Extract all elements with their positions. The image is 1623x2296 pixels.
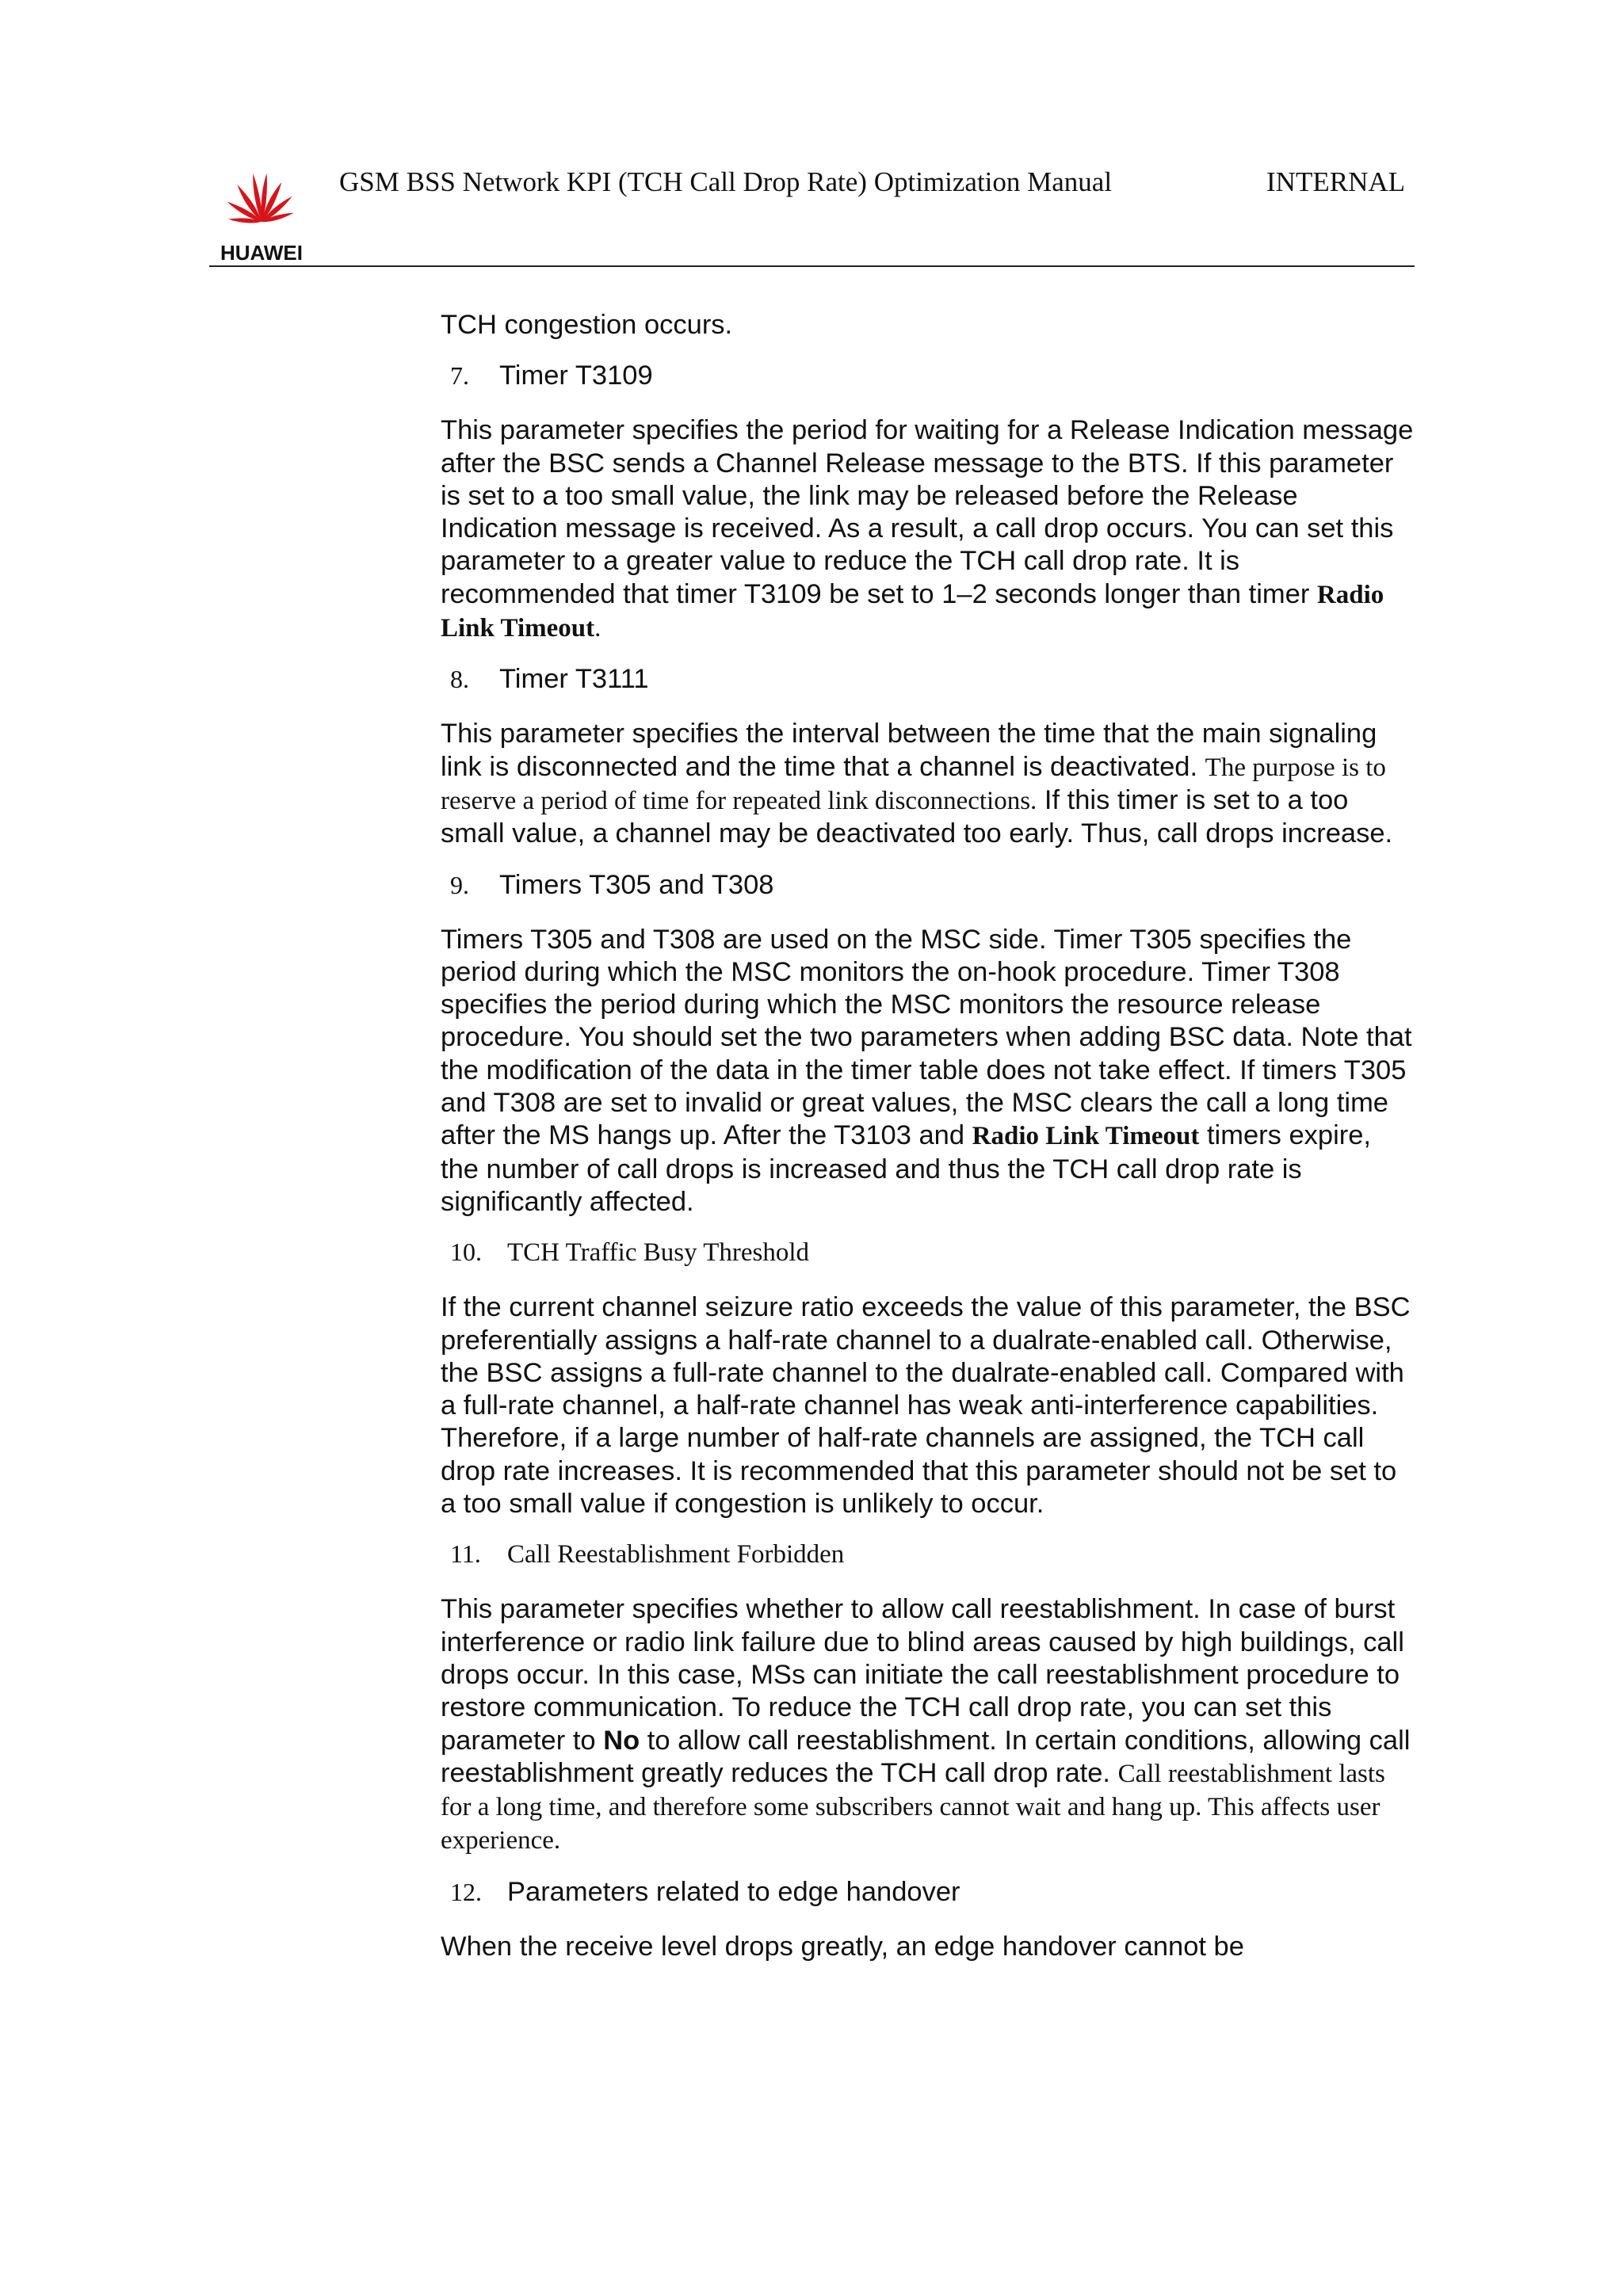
document-body [441,309,1415,1982]
document-title: GSM BSS Network KPI (TCH Call Drop Rate) Optimization Manual [339,166,1113,197]
list-heading: TCH Traffic Busy Threshold [507,1238,810,1268]
list-item-11 [441,1539,1415,1573]
list-number: 8. [450,665,469,694]
list-item-7 [441,360,1415,394]
list-item-12 [441,1877,1415,1910]
huawei-logo [212,162,311,265]
list-item-10 [441,1238,1415,1271]
list-number: 9. [450,870,469,899]
paragraph-t3111 [441,718,1415,850]
list-number: 12. [450,1877,482,1906]
text-run: This parameter specifies the period for waiting for a Release Indication message after the BSC sends a Channel Release message to the BTS. If this parameter is set to a too small value, the link may be released before the Release Indication message is received. As a result, a call drop occurs. You can set this parameter to a greater value to reduce the TCH call drop rate. It is recommended that timer T3109 be set to 1–2 seconds longer than timer [441,415,1414,609]
header-divider [209,265,1415,267]
text-run: This parameter specifies the interval between the time that the main signaling link is disconnected and the time that a channel is deactivated. [441,719,1377,782]
list-number: 11. [450,1539,481,1569]
list-heading: Call Reestablishment Forbidden [507,1540,845,1569]
logo-wordmark: HUAWEI [220,241,303,265]
serif-text-run: Call reestablishment lasts for a long time, and therefore some subscribers cannot wait and hang up. This affects user experience. [441,1759,1385,1855]
paragraph-tch-busy-threshold: If the current channel seizure ratio exceeds the value of this parameter, the BSC preferentially assigns a half-rate channel to a dualrate-enabled call. Otherwise, the BSC assigns a full-rate channel to the dualrate-enabled call. Compared with a full-rate channel, a half-rate channel has weak anti-interference capabilities. Therefore, if a large number of half-rate channels are assigned, the TCH call drop rate increases. It is recommended that this parameter should not be set to a too small value if congestion is unlikely to occur. [441,1292,1411,1520]
text-run: . [594,614,601,643]
list-heading: Timer T3111 [499,664,649,695]
text-run: to allow call reestablishment. In certain conditions, allowing call reestablishment greatly reduces the TCH call drop rate. [441,1725,1411,1788]
paragraph-edge-handover: When the receive level drops greatly, an edge handover cannot be [441,1931,1244,1962]
bold-term: Radio Link Timeout [441,580,1384,643]
list-heading: Timers T305 and T308 [499,869,774,900]
bold-term: Radio Link Timeout [972,1122,1200,1151]
list-number: 7. [450,361,469,391]
list-item-8 [441,664,1415,697]
text-run: This parameter specifies whether to allow call reestablishment. In case of burst interference or radio link failure due to blind areas caused by high buildings, call drops occur. In this case, MSs can initiate the call reestablishment procedure to restore communication. To reduce the TCH call drop rate, you can set this parameter to [441,1594,1404,1756]
paragraph-t3109 [441,414,1415,645]
list-heading: Parameters related to edge handover [507,1876,960,1907]
list-heading: Timer T3109 [499,360,653,391]
list-item-9 [441,870,1415,903]
classification-label: INTERNAL [1266,166,1405,197]
paragraph-t305-t308 [441,924,1415,1219]
text-run: If this timer is set to a too small value, a channel may be deactivated too early. Thus, call drops increase. [441,784,1393,849]
paragraph-call-reestablishment [441,1593,1415,1857]
list-number: 10. [450,1238,482,1267]
bold-term: No [603,1725,640,1756]
intro-paragraph: TCH congestion occurs. [441,310,733,340]
text-run: Timers T305 and T308 are used on the MSC side. Timer T305 specifies the period during which the MSC monitors the on-hook procedure. Timer T308 specifies the period during which the MSC monitors the resource release procedure. You should set the two parameters when adding BSC data. Note that the modification of the data in the timer table does not take effect. If timers T305 and T308 are set to invalid or great values, the MSC clears the call a long time after the MS hangs up. After the T3103 and [441,924,1412,1151]
text-run: timers expire, the number of call drops is increased and thus the TCH call drop rate is significantly affected. [441,1120,1372,1217]
serif-text-run: The purpose is to reserve a period of time for repeated link disconnections. [441,753,1386,815]
